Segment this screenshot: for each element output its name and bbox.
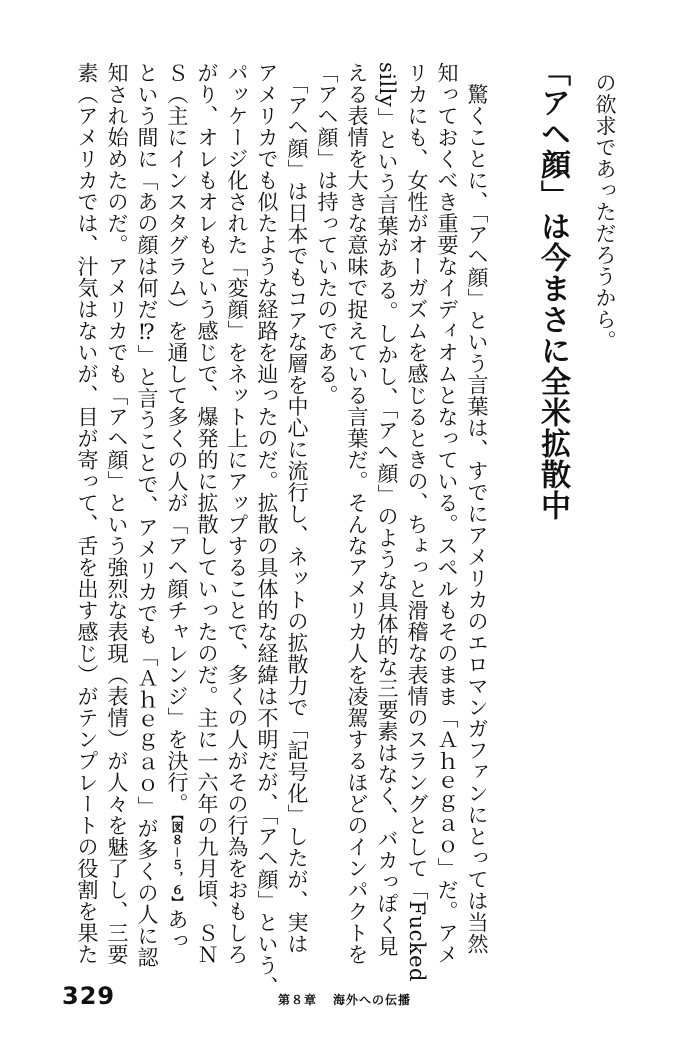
text-line: パッケージ化された「変顔」をネット上にアップすることで、多くの人がその行為をおもしろ [225, 62, 249, 965]
text-line: という間に「あの顔は何だ⁉」と言うことで、アメリカでも「Ａｈｅｇａｏ」が多くの人に認 [135, 62, 159, 968]
main-text-column [72, 62, 492, 998]
text-segment: あっ [165, 908, 189, 952]
text-line: える表情を大きな意味で捉えている言葉だ。そんなアメリカ人を凌駕するほどのインパクトを [345, 62, 369, 965]
text-line: がり、オレもオレもという感じで、爆発的に拡散していったのだ。主に一六年の九月頃、ＳＮ [195, 62, 219, 965]
text-line: silly」という言葉がある。しかし、「アへ顔」のような具体的な三要素はなく、バカっぽく見 [375, 62, 399, 957]
text-segment: Ｓ（主にインスタグラム）を通して多くの人が「アヘ顔チャレンジ」を決行。 [165, 62, 189, 815]
page-number: 329 [62, 982, 116, 1010]
text-line: 素（アメリカでは、汁気はないが、目が寄って、舌を出す感じ）がテンプレートの役割を果た [75, 62, 99, 965]
chapter-title: 海外への伝播 [333, 993, 412, 1007]
text-line: 「アヘ顔」は持っていたのである。 [315, 62, 339, 406]
text-line: リカにも、女性がオーガズムを感じるときの、ちょっと滑稽な表情のスラングとして「Fucked [405, 62, 429, 982]
text-line: 「アヘ顔」は日本でもコアな層を中心に流行し、ネットの拡散力で「記号化」したが、実は [285, 62, 309, 955]
text-line: 驚くことに、「アヘ顔」という言葉は、すでにアメリカのエロマンガファンにとっては当然 [465, 62, 489, 955]
text-line: 知され始めたのだ。アメリカでも「アヘ顔」という強烈な表現（表情）が人々を魅了し、三要 [105, 62, 129, 965]
running-head [278, 991, 411, 1008]
text-line: の欲求であっただろうから。 [593, 72, 617, 352]
page-footer [0, 978, 688, 1018]
section-heading: 「アヘ顔」は今まさに全米拡散中 [535, 56, 570, 521]
text-line-with-figure-ref [162, 62, 192, 952]
figure-reference: 【図８－５，６】 [170, 814, 184, 909]
lead-text-column [590, 72, 620, 852]
text-line: アメリカでも似たような経路を辿ったのだ。拡散の具体的な経緯は不明だが、「アヘ顔」という、 [255, 62, 279, 998]
chapter-label: 第８章 [278, 993, 318, 1007]
text-line: 知っておくべき重要なイディオムとなっている。スペルもそのまま「Ａｈｅｇａｏ」だ。アメ [435, 62, 459, 965]
